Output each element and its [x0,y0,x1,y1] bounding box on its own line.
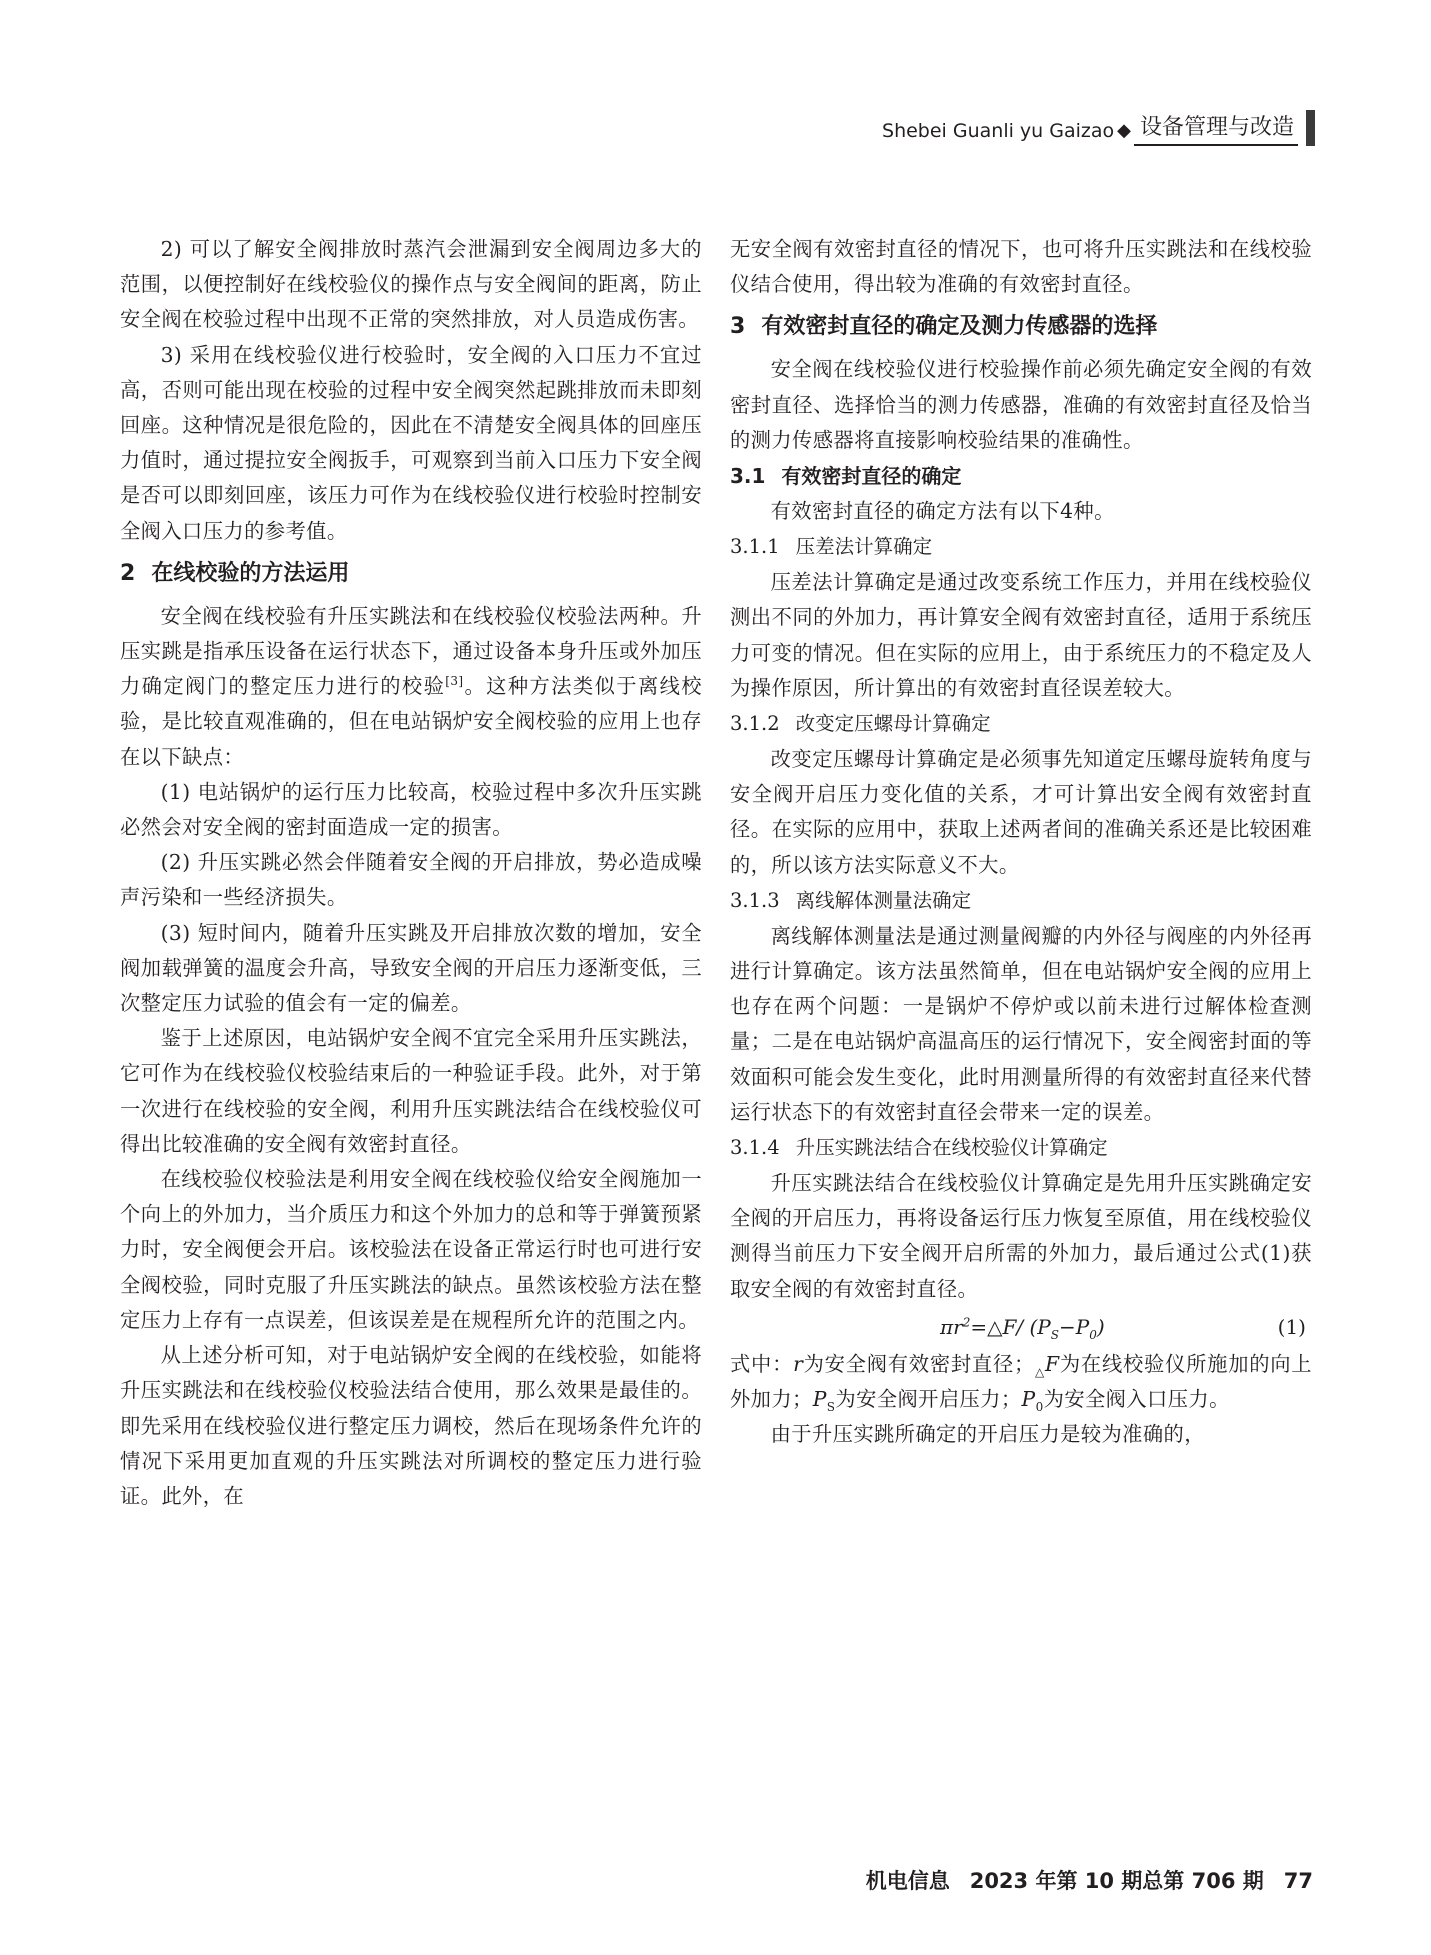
equation-legend [730,1347,1312,1417]
var-r: r [793,1351,804,1376]
paragraph-text: 。这种方法类似于离线校验，是比较直观准确的，但在电站锅炉安全阀校验的应用上也存在以下缺点： [120,674,702,769]
subsubsection-number: 3.1.3 [730,888,780,912]
subsubsection-number: 3.1.4 [730,1136,780,1160]
subsubsection-heading [730,1130,1312,1166]
running-header [882,108,1315,146]
equation-number: (1) [1277,1314,1306,1339]
subsubsection-title: 改变定压螺母计算确定 [795,712,991,736]
paragraph: 由于升压实跳所确定的开启压力是较为准确的， [770,1422,1205,1447]
subsubsection-title: 离线解体测量法确定 [795,888,972,912]
paragraph-text: 安全阀在线校验有升压实跳法和在线校验仪校验法两种。升压实跳是指承压设备在运行状态下，通过设备本身升压或外加压力确定阀门的整定压力进行的校验 [120,603,702,699]
subsubsection-number: 3.1.1 [730,535,780,559]
diamond-separator-icon: ◆ [1117,120,1131,141]
section-title: 在线校验的方法运用 [151,560,350,586]
eq-minus: − [1059,1314,1076,1339]
subsection-title: 有效密封直径的确定 [781,464,962,489]
section-heading [120,554,702,594]
paragraph: 改变定压螺母计算确定是必须事先知道定压螺母旋转角度与安全阀开启压力变化值的关系，才可计算出安全阀有效密封直径。在实际的应用中，获取上述两者间的准确关系还是比较困难的，所以该方法实际意义不大。 [730,747,1312,877]
footer-issue: 2023 年第 10 期总第 706 期 [969,1869,1264,1893]
journal-pinyin: Shebei Guanli yu Gaizao [882,120,1115,142]
right-column [730,232,1312,1452]
eq-close: ) [1096,1314,1105,1339]
var-p0-sub: 0 [1035,1400,1044,1415]
paragraph: 从上述分析可知，对于电站锅炉安全阀的在线校验，如能将升压实跳法和在线校验仪校验法结合使用，那么效果是最佳的。即先采用在线校验仪进行整定压力调校，然后在现场条件允许的情况下采用更加直观的升压实跳法对所调校的整定压力进行验证。此外，在 [120,1343,702,1508]
subsubsection-title: 压差法计算确定 [795,535,933,559]
header-bar-mark [1306,110,1315,146]
subsection-heading [730,458,1312,494]
equation-body [940,1307,1105,1347]
var-delta: △ [1034,1364,1046,1379]
paragraph: (3) 短时间内，随着升压实跳及开启排放次数的增加，安全阀加载弹簧的温度会升高，导致安全阀的开启压力逐渐变低，三次整定压力试验的值会有一定的偏差。 [120,920,702,1016]
eq-exponent: 2 [962,1315,971,1330]
section-heading [730,307,1312,347]
paragraph [120,599,702,775]
paragraph: 在线校验仪校验法是利用安全阀在线校验仪给安全阀施加一个向上的外加力，当介质压力和这个外加力的总和等于弹簧预紧力时，安全阀便会开启。该校验法在设备正常运行时也可进行安全阀校验，同时克服了升压实跳法的缺点。虽然该校验方法在整定压力上存有一点误差，但该误差是在规程所允许的范围之内。 [120,1167,702,1332]
section-title: 有效密封直径的确定及测力传感器的选择 [761,314,1158,340]
subsubsection-title: 升压实跳法结合在线校验仪计算确定 [795,1136,1108,1160]
paragraph: 升压实跳法结合在线校验仪计算确定是先用升压实跳确定安全阀的开启压力，再将设备运行压力恢复至原值，用在线校验仪测得当前压力下安全阀开启所需的外加力，最后通过公式(1)获取安全阀的有效密封直径。 [730,1171,1312,1301]
legend-lead: 式中： [730,1351,794,1376]
legend-text: 为安全阀入口压力。 [1043,1387,1230,1412]
citation-ref: [3] [445,674,464,689]
var-ps-sub: S [826,1400,836,1415]
footer-journal: 机电信息 [865,1869,950,1893]
eq-force: F [1002,1314,1017,1339]
var-p0: P [1021,1387,1036,1412]
paragraph: 2) 可以了解安全阀排放时蒸汽会泄漏到安全阀周边多大的范围，以便控制好在线校验仪的操作点与安全阀间的距离，防止安全阀在校验过程中出现不正常的突然排放，对人员造成伤害。 [120,237,702,332]
paragraph: 有效密封直径的确定方法有以下4种。 [770,499,1115,524]
paragraph: (1) 电站锅炉的运行压力比较高，校验过程中多次升压实跳必然会对安全阀的密封面造成一定的损害。 [120,779,702,840]
section-number: 2 [120,560,136,586]
subsection-number: 3.1 [730,464,766,489]
paragraph: 离线解体测量法是通过测量阀瓣的内外径与阀座的内外径再进行计算确定。该方法虽然简单，但在电站锅炉安全阀的应用上也存在两个问题：一是锅炉不停炉或以前未进行过解体检查测量；二是在电站锅炉高温高压的运行情况下，安全阀密封面的等效面积可能会发生变化，此时用测量所得的有效密封直径来代替运行状态下的有效密封直径会带来一定的误差。 [730,923,1312,1124]
eq-delta: =△ [970,1314,1003,1339]
paragraph: 压差法计算确定是通过改变系统工作压力，并用在线校验仪测出不同的外加力，再计算安全阀有效密封直径，适用于系统压力可变的情况。但在实际的应用上，由于系统压力的不稳定及人为操作原因，所计算出的有效密封直径误差较大。 [730,570,1312,700]
journal-title-cn: 设备管理与改造 [1134,110,1298,146]
page-footer [866,1865,1313,1895]
legend-text: 为安全阀有效密封直径； [803,1351,1035,1376]
paragraph: 无安全阀有效密封直径的情况下，也可将升压实跳法和在线校验仪结合使用，得出较为准确的有效密封直径。 [730,237,1312,297]
eq-operator: / ( [1016,1314,1038,1339]
subsubsection-heading [730,883,1312,919]
eq-lhs: πr [940,1314,963,1339]
legend-text: 为在线校验仪所施加的向上外加力； [730,1351,1312,1412]
eq-ps-sub: S [1050,1327,1059,1342]
page-number: 77 [1283,1869,1313,1893]
eq-p0-sub: 0 [1089,1327,1097,1342]
eq-ps: P [1037,1314,1051,1339]
eq-p0: P [1075,1314,1090,1339]
subsubsection-heading [730,529,1312,565]
subsubsection-number: 3.1.2 [730,712,780,736]
var-ps: P [812,1387,827,1412]
paragraph: 鉴于上述原因，电站锅炉安全阀不宜完全采用升压实跳法，它可作为在线校验仪校验结束后的一种验证手段。此外，对于第一次进行在线校验的安全阀，利用升压实跳法结合在线校验仪可得出比较准确的安全阀有效密封直径。 [120,1026,702,1156]
subsubsection-heading [730,706,1312,742]
paragraph: 3) 采用在线校验仪进行校验时，安全阀的入口压力不宜过高，否则可能出现在校验的过程中安全阀突然起跳排放而未即刻回座。这种情况是很危险的，因此在不清楚安全阀具体的回座压力值时，通过提拉安全阀扳手，可观察到当前入口压力下安全阀是否可以即刻回座，该压力可作为在线校验仪进行校验时控制安全阀入口压力的参考值。 [120,342,702,543]
equation-1 [730,1307,1312,1347]
var-f: F [1045,1351,1060,1376]
paragraph: (2) 升压实跳必然会伴随着安全阀的开启排放，势必造成噪声污染和一些经济损失。 [120,850,702,910]
left-column [120,232,702,1514]
paragraph: 安全阀在线校验仪进行校验操作前必须先确定安全阀的有效密封直径、选择恰当的测力传感器，准确的有效密封直径及恰当的测力传感器将直接影响校验结果的准确性。 [730,357,1312,452]
legend-text: 为安全阀开启压力； [835,1387,1022,1412]
section-number: 3 [730,314,746,340]
